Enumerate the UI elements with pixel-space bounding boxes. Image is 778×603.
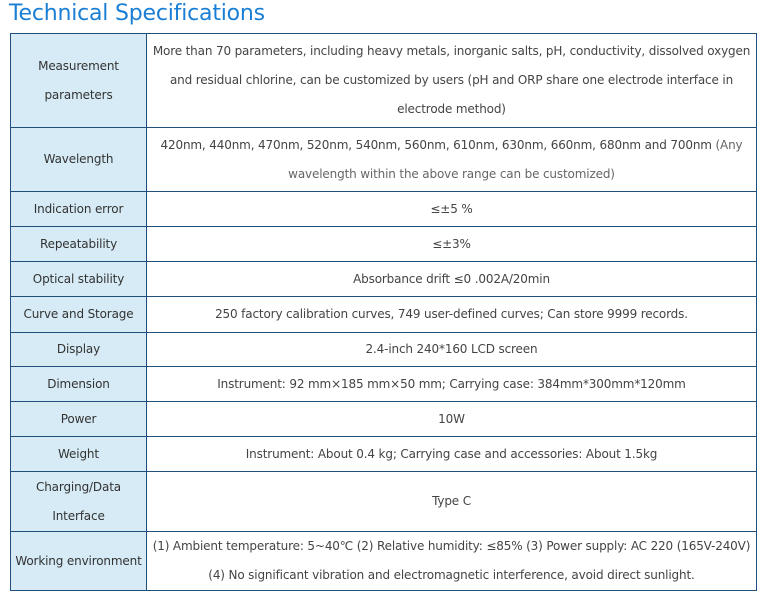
spec-value: ≤±3% [147,227,757,262]
spec-value: 250 factory calibration curves, 749 user-defined curves; Can store 9999 records. [147,297,757,333]
spec-label-line: Measurement [38,58,119,73]
table-row [11,262,757,297]
spec-label-line: Charging/Data [36,479,121,494]
table-row [11,532,757,591]
spec-label: Weight [11,437,147,472]
spec-label: Wavelength [11,128,147,192]
table-row [11,227,757,262]
spec-value-main: 420nm, 440nm, 470nm, 520nm, 540nm, 560nm, 610nm, 630nm, 660nm, 680nm and 700nm [160,137,712,152]
spec-label [11,34,147,128]
table-row [11,402,757,437]
spec-value: Absorbance drift ≤0 .002A/20min [147,262,757,297]
spec-value [147,128,757,192]
table-row [11,367,757,402]
spec-label: Curve and Storage [11,297,147,333]
spec-label: Indication error [11,192,147,227]
spec-label: Repeatability [11,227,147,262]
page-title: Technical Specifications [9,1,265,26]
spec-value: ≤±5 % [147,192,757,227]
table-row [11,437,757,472]
table-row [11,128,757,192]
spec-label: Power [11,402,147,437]
spec-label: Dimension [11,367,147,402]
spec-label: Working environment [11,532,147,591]
table-row [11,34,757,128]
spec-label: Optical stability [11,262,147,297]
table-row [11,333,757,367]
specifications-table [10,33,757,591]
table-row [11,472,757,532]
spec-label-line: Interface [52,508,105,523]
spec-label: Display [11,333,147,367]
spec-value: Instrument: About 0.4 kg; Carrying case and accessories: About 1.5kg [147,437,757,472]
table-row [11,192,757,227]
spec-value: Instrument: 92 mm×185 mm×50 mm; Carrying case: 384mm*300mm*120mm [147,367,757,402]
spec-value: More than 70 parameters, including heavy metals, inorganic salts, pH, conductivity, dissolved oxygen and residual chlorine, can be customized by users (pH and ORP share one electrode interface in electrode method) [147,34,757,128]
spec-value: 10W [147,402,757,437]
spec-value-note: (Any wavelength within the above range can be customized) [288,137,743,181]
spec-value: 2.4-inch 240*160 LCD screen [147,333,757,367]
spec-label-line: parameters [44,87,113,102]
spec-value: (1) Ambient temperature: 5~40℃ (2) Relative humidity: ≤85% (3) Power supply: AC 220 (165V-240V) (4) No significant vibration and electromagnetic interference, avoid direct sunlight. [147,532,757,591]
spec-value: Type C [147,472,757,532]
spec-label [11,472,147,532]
table-row [11,297,757,333]
